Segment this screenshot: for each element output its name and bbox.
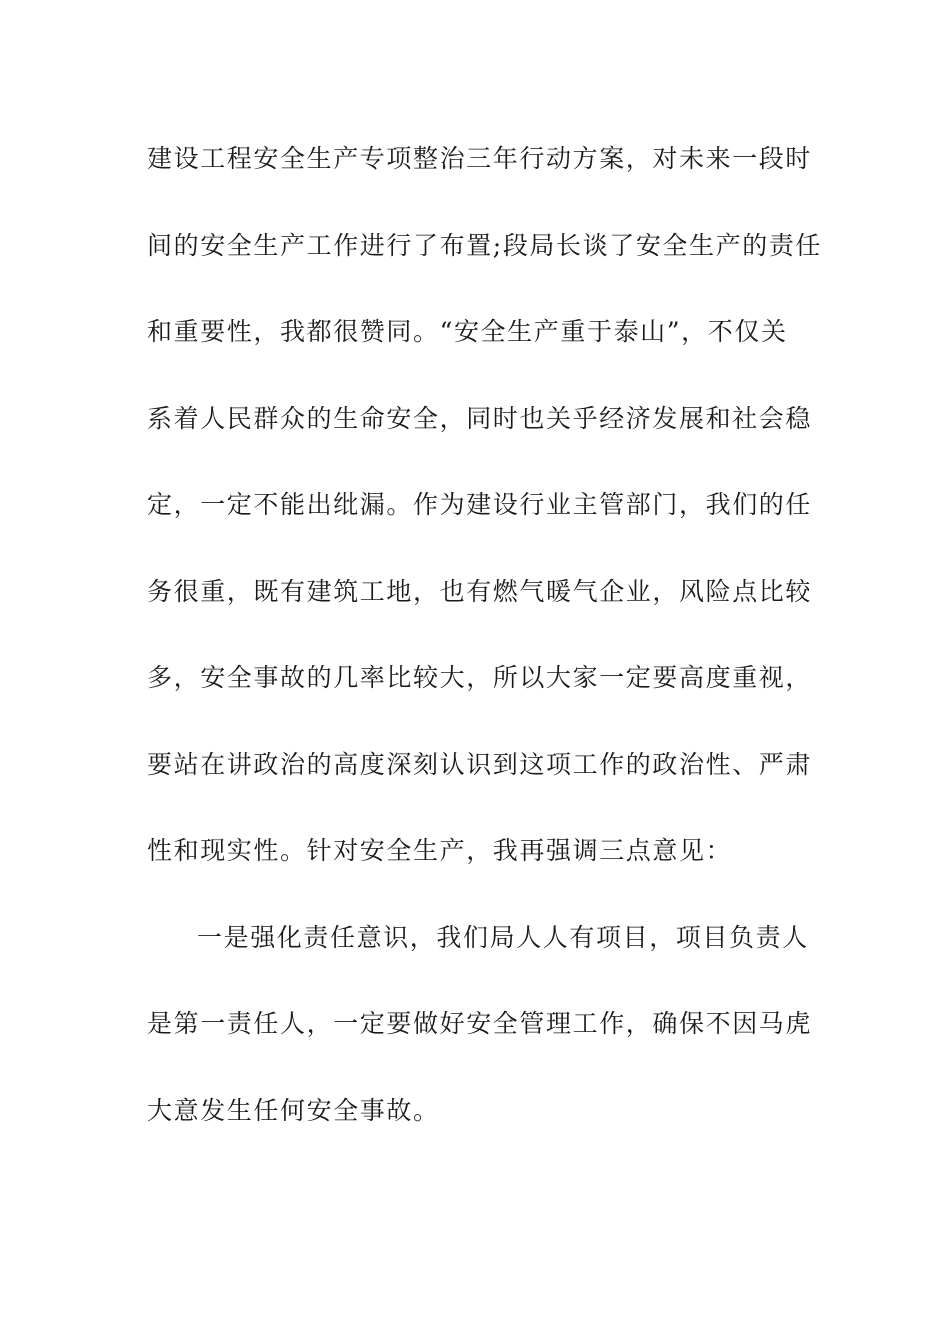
text-line: 要站在讲政治的高度深刻认识到这项工作的政治性、严肃	[147, 749, 813, 779]
text-line: 性和现实性。针对安全生产，我再强调三点意见：	[147, 836, 733, 865]
text-line: 务很重，既有建筑工地，也有燃气暖气企业，风险点比较	[147, 576, 813, 606]
paragraph-start-line: 一是强化责任意识，我们局人人有项目，项目负责人	[197, 922, 809, 952]
text-line: 间的安全生产工作进行了布置;段局长谈了安全生产的责任	[147, 230, 823, 260]
text-line: 定，一定不能出纰漏。作为建设行业主管部门，我们的任	[147, 490, 813, 519]
text-line: 多，安全事故的几率比较大，所以大家一定要高度重视，	[147, 663, 813, 692]
text-line: 是第一责任人，一定要做好安全管理工作，确保不因马虎	[147, 1009, 813, 1038]
text-line: 系着人民群众的生命安全，同时也关乎经济发展和社会稳	[147, 403, 813, 433]
text-line: 和重要性，我都很赞同。“安全生产重于泰山”，不仅关	[147, 317, 788, 346]
text-line: 大意发生任何安全事故。	[147, 1095, 440, 1125]
text-line: 建设工程安全生产专项整治三年行动方案，对未来一段时	[147, 144, 813, 173]
body-text	[147, 134, 823, 1172]
